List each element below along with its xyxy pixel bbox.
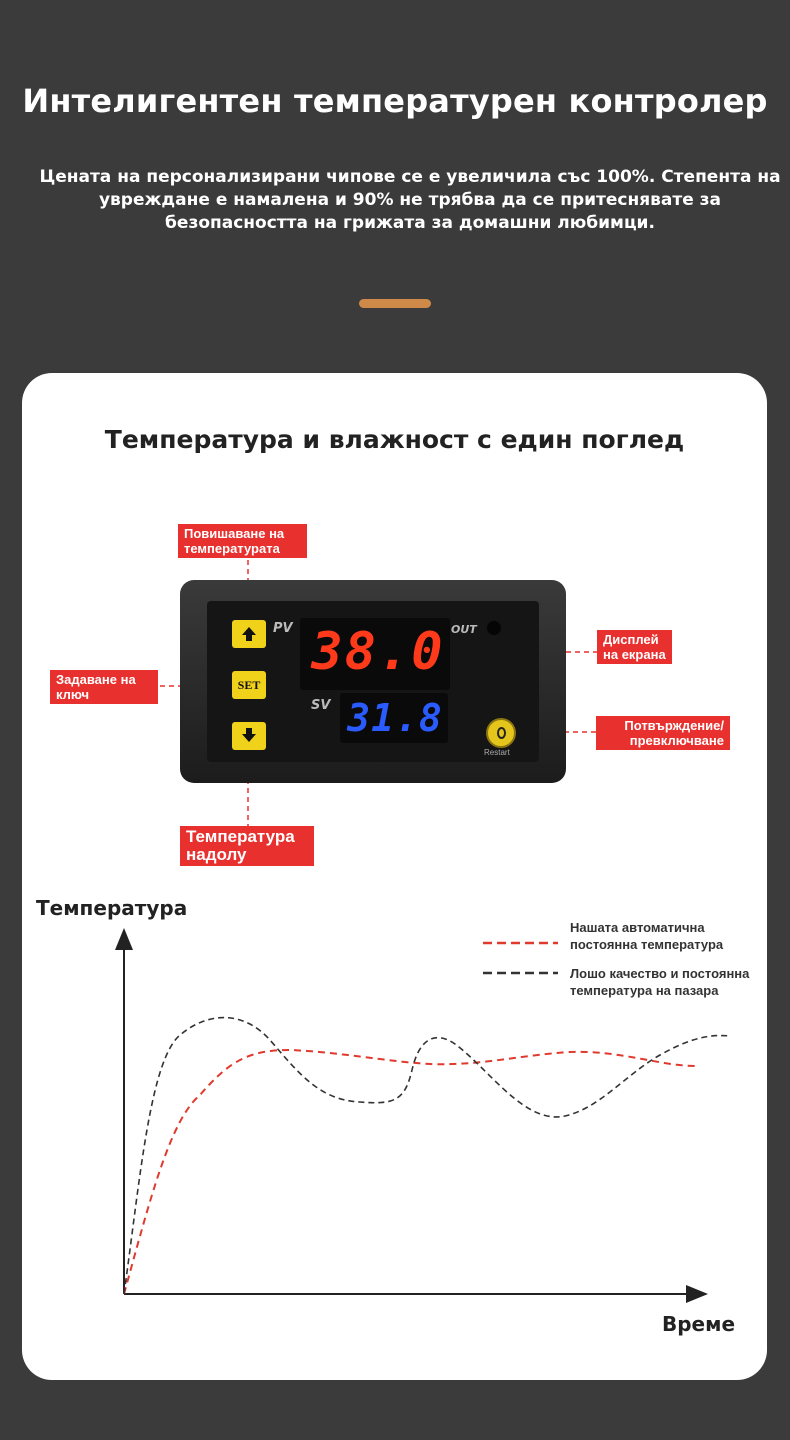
callout-display: Дисплей на екрана [597,630,672,664]
sv-display: 31.8 [347,696,443,740]
page-subtitle: Цената на персонализирани чипове се е увеличила със 100%. Степента на увреждане е намалена и 90% не трябва да се притеснявате за безопасността на грижата за домашни любимци. [39,167,781,233]
y-axis-arrow [115,928,133,950]
legend-entry-our-controller: Нашата автоматична постоянна температура [570,920,724,952]
callout-temperature-up: Повишаване на температурата [178,524,307,558]
chart-ylabel: Температура [36,896,188,920]
chart-xlabel: Време [662,1312,736,1336]
series-line-our-controller [124,1050,695,1294]
page-title: Интелигентен температурен контролер [22,82,768,120]
sv-label: SV [311,698,331,713]
series-line-market [124,1018,730,1294]
pv-display: 38.0 [311,622,445,682]
restart-label: Restart [484,748,510,757]
set-label: SET [237,677,261,692]
callout-confirm: Потвърждение/ превключване [596,716,730,750]
card-title: Температура и влажност с един поглед [104,425,685,454]
x-axis-arrow [686,1285,708,1303]
out-label: OUT [451,623,477,636]
legend-entry-market: Лошо качество и постоянна температура на пазара [570,966,750,998]
callout-set-key: Задаване на ключ [50,670,158,704]
pv-label: PV [273,621,293,636]
callout-temperature-down: Температура надолу [180,826,314,866]
